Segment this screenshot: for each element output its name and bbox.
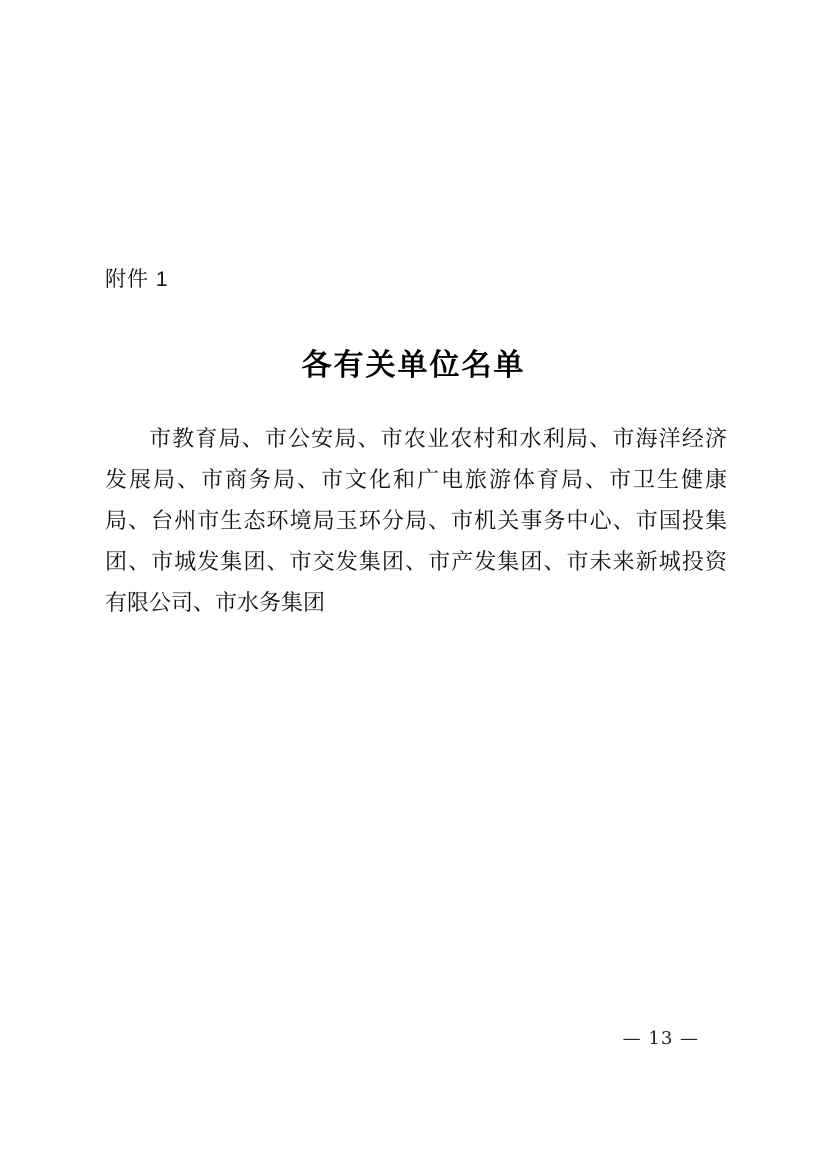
body-line: 市教育局、市公安局、市农业农村和水利局、市海洋经济 (149, 426, 727, 451)
attachment-label: 附件 1 (105, 268, 169, 291)
body-line: 有限公司、市水务集团 (105, 590, 326, 615)
body-line: 局、台州市生态环境局玉环分局、市机关事务中心、市国投集 (105, 508, 727, 533)
body-line: 团、市城发集团、市交发集团、市产发集团、市未来新城投资 (105, 549, 727, 574)
document-title: 各有关单位名单 (301, 349, 526, 382)
body-line: 发展局、市商务局、市文化和广电旅游体育局、市卫生健康 (105, 467, 727, 492)
body-paragraph (105, 418, 727, 623)
page-number: — 13 — (622, 1028, 699, 1049)
